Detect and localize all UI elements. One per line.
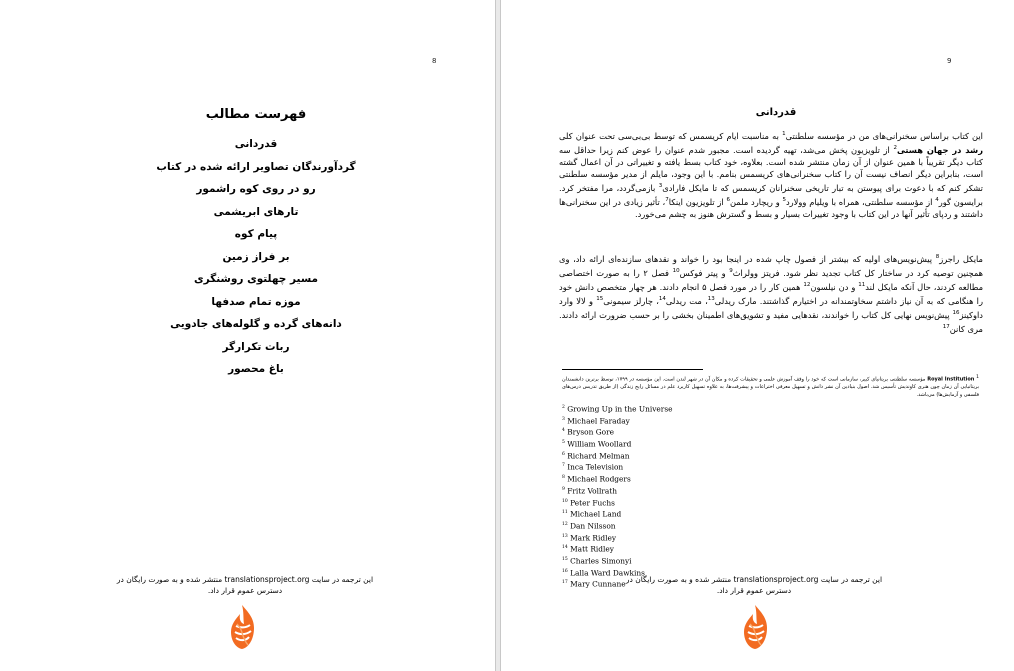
footnote-ref: 6 <box>726 197 730 204</box>
footnote-number: 16 <box>562 568 568 574</box>
footnote-item <box>562 403 673 415</box>
right-page <box>500 0 1014 671</box>
footnote-text: Growing Up in the Universe <box>567 404 673 414</box>
footnote-text: Michael Rodgers <box>567 474 631 484</box>
footnote-item <box>562 555 673 567</box>
footnote-term: Royal Institution <box>927 376 975 383</box>
footnote-ref: 5 <box>782 197 786 204</box>
footnote-number: 6 <box>562 451 565 457</box>
text-segment: پیش‌نویس‌های اولیه که بیشتر از فصول چاپ شده در اینجا بود را خواند و نقدهای سازنده‌ای ارائه داد، وی همچنین توصیه کرد در ساختار کل کتاب تجدید نظر شود. فریتز وولراث <box>559 253 983 278</box>
footnote-text: Inca Television <box>567 462 624 472</box>
footnote-text: Charles Simonyi <box>570 556 632 566</box>
footnote-1 <box>562 374 979 399</box>
footnote-text: Mary Cunnane <box>570 579 626 589</box>
footnote-item <box>562 473 673 485</box>
footnote-number: 11 <box>562 510 568 516</box>
footnote-text: Matt Ridley <box>570 544 614 554</box>
footnote-item <box>562 450 673 462</box>
footnote-number: 9 <box>562 486 565 492</box>
page-number: 9 <box>947 57 952 65</box>
footnote-item <box>562 426 673 438</box>
toc-title: فهرست مطالب <box>205 107 307 122</box>
footnote-item <box>562 485 673 497</box>
footnote-item <box>562 508 673 520</box>
footnote-number: 10 <box>562 498 568 504</box>
toc-item: دانه‌های گرده و گلوله‌های جادویی <box>170 318 342 330</box>
text-segment: بازمی‌گردد، مرا مفتخر کرد. برایسون گور <box>559 183 983 208</box>
footnote-ref: 7 <box>665 197 669 204</box>
footnote-text: Michael Land <box>570 509 622 519</box>
footnote-number: 12 <box>562 521 568 527</box>
footer-line: این ترجمه در سایت translationsproject.org منتشر شده و به صورت رایگان در <box>116 575 374 584</box>
footnote-text: Bryson Gore <box>567 427 614 437</box>
footnote-ref: 11 <box>858 281 866 288</box>
section-title: قدردانی <box>755 107 797 118</box>
page-footer <box>604 575 904 596</box>
footnote-ref: 16 <box>952 309 960 316</box>
footnote-item <box>562 415 673 427</box>
toc-item: قدردانی <box>234 138 278 150</box>
footnote-text: Richard Melman <box>567 451 630 461</box>
footnote-number: 1 <box>976 375 980 380</box>
footnote-separator <box>562 369 703 370</box>
toc-list <box>100 133 412 381</box>
footnote-ref: 8 <box>935 254 940 260</box>
text-segment: فصل ۲ را به صورت اختصاصی مطالعه کردند، حال آنکه مایکل لند <box>559 267 984 292</box>
toc-item: ربات تکرارگر <box>222 340 290 353</box>
footnote-list <box>562 403 673 590</box>
footnote-number: 17 <box>562 580 568 586</box>
text-segment: ، مت ریدلی <box>665 295 708 306</box>
text-segment: همین کار را در مورد فصل ۵ انجام دادند. هر چهار متخصص دانش خود را هنگامی که به آن نیاز داشتم سخاوتمندانه در اختیارم گذاشتند. مارک ریدلی <box>559 281 983 306</box>
footer-line: دسترس عموم قرار داد. <box>716 585 792 595</box>
text-segment: از مؤسسه سلطنتی، همراه با ویلیام وولارد <box>785 197 936 208</box>
footnote-number: 4 <box>562 428 565 434</box>
text-segment: و لالا وارد داوکینز <box>559 295 983 320</box>
text-segment: از تلویزیون پخش می‌شد، تهیه گردیده است. مجبور شدم عنوان را عوض کنم زیرا حداقل سه کتاب دیگر تقریباً با همین عنوان از آن زمان منتشر شده است. بعلاوه، خود کتاب بسط یافته و تغییراتی در آن اعمال گشته است، بنابراین دیگر انصاف نیست آن را کتاب سخنرانی‌های کریسمس بنامم. با این وجود، مایلم از مدیر مؤسسه سلطنتی تشکر کنم که با دعوت برای پیوستن به تبار تاریخی سخنرانان کریسمس که تا مایکل فارادی <box>559 144 983 194</box>
page-number: 8 <box>432 57 437 65</box>
footnote-ref: 14 <box>658 295 666 302</box>
text-segment: و ریچارد ملمن <box>729 197 783 208</box>
footnote-number: 7 <box>562 463 565 469</box>
toc-item: تارهای ابریشمی <box>213 205 299 218</box>
footnote-item <box>562 520 673 532</box>
footnote-item <box>562 532 673 544</box>
footnote-ref: 12 <box>803 281 811 288</box>
text-segment: این کتاب براساس سخنرانی‌های من در مؤسسه سلطنتی <box>785 130 983 141</box>
toc-item: باغ محصور <box>228 363 284 375</box>
body-paragraph <box>559 128 983 220</box>
text-segment: ، تأثیر زیادی در این سخنرانی‌ها داشتند و ردپای تأثیر آنها در این کتاب با وجود تغییرات بسیار و بسط و گسترش هنوز به چشم می‌خورد. <box>559 197 983 220</box>
footnote-ref: 4 <box>935 197 939 204</box>
footnote-text: Mark Ridley <box>570 533 617 543</box>
footnote-text: Dan Nilsson <box>570 521 616 531</box>
footer-line: این ترجمه در سایت translationsproject.org منتشر شده و به صورت رایگان در <box>625 575 883 584</box>
footnote-number: 3 <box>562 416 565 422</box>
toc-item: گردآورندگان تصاویر ارائه شده در کتاب <box>156 160 356 173</box>
footnote-number: 13 <box>562 533 568 539</box>
footnote-number: 2 <box>562 405 565 410</box>
footnote-ref: 15 <box>596 295 604 302</box>
footnote-ref: 1 <box>782 131 786 137</box>
footnote-ref: 17 <box>942 323 950 330</box>
body-paragraph <box>559 251 983 335</box>
footnote-item <box>562 497 673 509</box>
footnote-ref: 2 <box>893 144 897 151</box>
toc-item: رو در روی کوه راشمور <box>196 183 316 195</box>
text-segment: به مناسبت ایام کریسمس که توسط بی‌بی‌سی تحت عنوان کلی <box>559 130 783 141</box>
footnote-ref: 9 <box>729 267 733 274</box>
toc-item: موزه تمام صدفها <box>211 295 301 308</box>
text-segment: از تلویزیون اینکا <box>668 197 727 208</box>
footnote-text: Michael Faraday <box>567 416 630 426</box>
toc-item: مسیر چهلتوی روشنگری <box>193 273 319 285</box>
footnote-item <box>562 461 673 473</box>
text-segment: مایکل راجرز <box>939 253 983 264</box>
footer-line: دسترس عموم قرار داد. <box>207 585 283 595</box>
dna-flame-logo-icon <box>228 604 258 650</box>
book-title-emphasis: رشد در جهان هستی <box>896 144 983 155</box>
footnote-text: مؤسسه سلطنتی بریتانیای کبیر، سازمانی است که خود را وقف آموزش علمی و تحقیقات کرده و مکان آن در شهر لندن است. این مؤسسه در ۱۷۹۹، توسط برترین دانشمندان بریتانیایی آن زمان چون هنری کاوندیش تأسیس شد. اصول بنیادین آن نشر دانش و تسهیل معرفی اختراعات و پیشرفت‌ها، به علاوه تسهیل کاربرد علم در مسائل رایج زندگی (از طریق تدریس درس‌های فلسفی و آزمایش‌ها) می‌باشد. <box>562 376 979 398</box>
dna-flame-logo-icon <box>741 604 771 650</box>
left-page <box>0 0 496 671</box>
footnote-item <box>562 543 673 555</box>
footnote-item <box>562 438 673 450</box>
footnote-text: Peter Fuchs <box>570 497 615 507</box>
footnote-ref: 13 <box>707 295 715 302</box>
footnote-number: 15 <box>562 556 568 562</box>
text-segment: پیش‌نویس نهایی کل کتاب را خواندند، نقدهایی مفید و تشویق‌های اطمینان بخشی را بر حسب ضرورت ارائه دادند. مری کانن <box>559 309 983 334</box>
toc-item: بر فراز زمین <box>222 250 290 263</box>
footnote-text: William Woollard <box>567 439 632 449</box>
page-footer <box>95 575 395 596</box>
footnote-text: Fritz Vollrath <box>567 486 617 496</box>
footnote-number: 8 <box>562 475 565 481</box>
toc-item: پیام کوه <box>234 228 278 240</box>
footnote-number: 14 <box>562 545 568 551</box>
footnote-text: Lalla Ward Dawkins <box>570 568 645 578</box>
text-segment: ، چارلز سیمونی <box>603 295 659 306</box>
footnote-ref: 10 <box>672 267 680 274</box>
text-segment: و دن نیلسون <box>810 281 859 292</box>
footnote-number: 5 <box>562 440 565 446</box>
footnote-ref: 3 <box>658 183 663 190</box>
text-segment: و پیتر فوکس <box>679 267 730 278</box>
